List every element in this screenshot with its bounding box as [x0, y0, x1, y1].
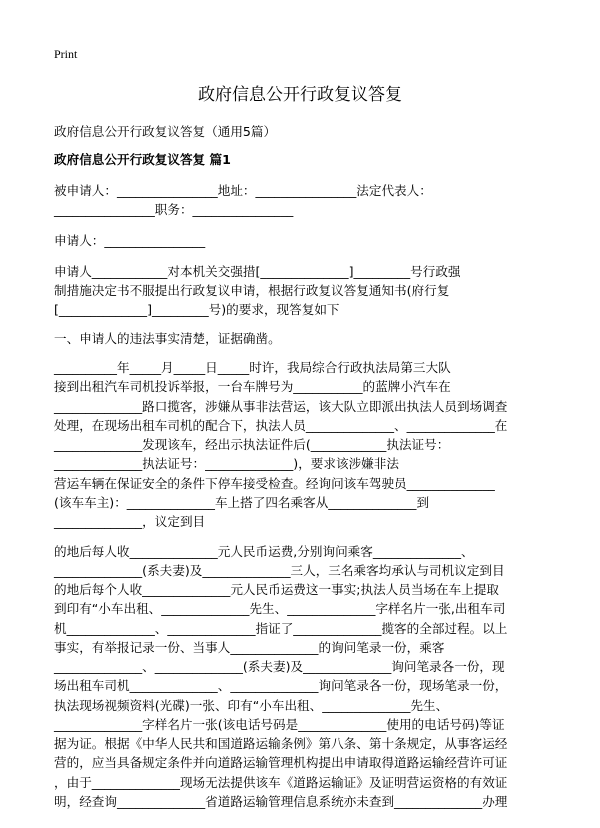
text-line: ______________，议定到目	[54, 514, 206, 529]
text-line: 制措施决定书不服提出行政复议申请，根据行政复议答复通知书(府行复	[54, 283, 450, 298]
document-title: 政府信息公开行政复议答复	[198, 85, 402, 105]
text-line: ________________职务：________________	[54, 202, 294, 217]
text-line: 一、申请人的违法事实清楚，证据确凿。	[54, 331, 281, 346]
text-line: ______________(系夫妻)及______________三人，三名乘客均承认与司机议定到目	[54, 563, 505, 578]
text-line: 的地后每人收______________元人民币运费,分别询问乘客______________、	[54, 544, 474, 559]
text-line: 接到出租汽车司机投诉举报，一台车牌号为___________的蓝牌小汽车在	[54, 379, 451, 394]
text-line: 被申请人：________________地址：________________法定代表人：	[54, 183, 432, 198]
text-line: ______________发现该车，经出示执法证件后(____________执法证号：	[54, 437, 450, 452]
text-line: ______________字样名片一张(该电话号码是______________使用的电话号码)等证	[54, 717, 505, 732]
text-line: 机______________、______________指证了______________揽客的全部过程。以上	[54, 621, 508, 636]
text-line: 营的，应当具备规定条件并向道路运输管理机构提出申请取得道路运输经营许可证	[54, 755, 508, 770]
text-line: 申请人____________对本机关交强措[______________]_________号行政强	[54, 264, 461, 279]
text-line: ，由于______________现场无法提供该车《道路运输证》及证明营运资格的有效证	[54, 775, 508, 790]
text-line: 场出租车司机______________、______________询问笔录各一份，现场笔录一份，	[54, 678, 508, 693]
text-line: ______________路口揽客，涉嫌从事非法营运，该大队立即派出执法人员到场调查	[54, 399, 508, 414]
text-line: 到印有“小车出租、______________先生、______________字样名片一张,出租车司	[54, 601, 506, 616]
document-subtitle: 政府信息公开行政复议答复（通用5篇）	[54, 124, 277, 139]
text-line: [______________]_________号)的要求，现答复如下	[54, 302, 340, 317]
text-line: ______________执法证号：______________)，要求该涉嫌非法	[54, 456, 399, 471]
text-line: 申请人：________________	[54, 233, 206, 248]
text-line: 明，经查询______________省道路运输管理信息系统亦未查到______________办理	[54, 794, 508, 809]
text-line: (该车车主)：______________车上搭了四名乘客从______________到	[54, 495, 430, 510]
text-line: 的地后每个人收______________元人民币运费这一事实;执法人员当场在车上提取	[54, 582, 500, 597]
text-line: 据为证。根据《中华人民共和国道路运输条例》第八条、第十条规定，从事客运经	[54, 736, 508, 751]
text-line: __________年_____月_____日_____时许，我局综合行政执法局第三大队	[54, 360, 451, 375]
text-line: 事实，有举报记录一份、当事人______________的询问笔录一份，乘客	[54, 640, 445, 655]
text-line: 执法现场视频资料(光碟)一张、印有“小车出租、______________先生、	[54, 698, 449, 713]
text-line: 处理，在现场出租车司机的配合下，执法人员______________、______________在	[54, 418, 508, 433]
text-line: ______________、______________(系夫妻)及______________询问笔录各一份，现	[54, 659, 505, 674]
text-line: 营运车辆在保证安全的条件下停车接受检查。经询问该车驾驶员______________	[54, 476, 495, 491]
section-heading: 政府信息公开行政复议答复 篇1	[54, 152, 231, 167]
print-label[interactable]: Print	[54, 47, 78, 61]
